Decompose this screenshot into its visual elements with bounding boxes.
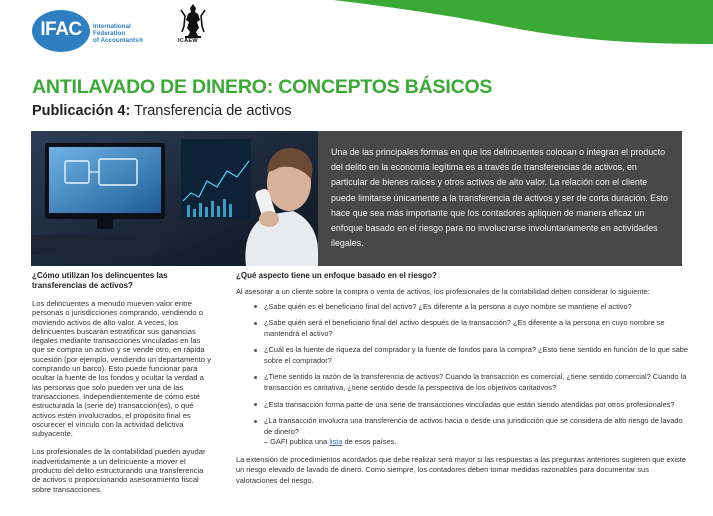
ifac-logo-text: IFAC xyxy=(40,19,82,40)
page-title: ANTILAVADO DE DINERO: CONCEPTOS BÁSICOS xyxy=(32,76,493,98)
right-column xyxy=(236,271,688,486)
closing-paragraph: La extensión de procedimientos acordados que debe realizar será mayor si las respuestas a las preguntas anteriores sugieren que existe un riesgo elevado de lavado de dinero. Como siempre, los contadores deben tomar medidas razonables para documentar sus valoraciones del riesgo. xyxy=(236,455,686,485)
list-item: ¿Cuál es la fuente de riqueza del comprador y la fuente de fondos para la compra? ¿Esto tiene sentido en función de lo que sabe sobre el comprador? xyxy=(254,345,688,366)
subtitle-publication: Publicación 4: xyxy=(32,103,131,119)
left-paragraph-2: Los profesionales de la contabilidad pueden ayudar inadvertidamente a un delincuente a mover el producto del delito estructurando una transferencia de activos o proporcionando asesoramiento fiscal sobre transacciones. xyxy=(32,447,206,494)
ifac-name-line: International xyxy=(93,23,131,30)
left-paragraph-1: Los delincuentes a menudo mueven valor entre personas o jurisdicciones comprando, vendiendo o moviendo activos de alto valor. A veces, los delincuentes buscarán estratificar sus ganancias ilegales mediante transacciones vinculadas en las que se compra un activo y se vende otro, en rápida sucesión (por ejemplo, vendiendo un departamento y comprando un barco). Esto puede funcionar para ocultar la fuente de los fondos y ocultar la verdad a las personas que solo pueden ver una de las transacciones. Independientemente de cómo esté estructurada la (serie de) transacción(es), o qué activos estén involucrados, el propósito final es oscurecer el vínculo con la actividad delictiva subyacente. xyxy=(32,299,211,439)
gafi-note-prefix: – GAFI publica una xyxy=(264,436,330,446)
header-green-swoosh xyxy=(333,0,713,44)
list-item-jurisdiction xyxy=(254,416,688,447)
hero-text-panel xyxy=(318,131,682,266)
risk-questions-list xyxy=(236,302,688,448)
subtitle-topic: Transferencia de activos xyxy=(130,103,292,119)
ifac-logo xyxy=(32,10,152,54)
right-intro: Al asesorar a un cliente sobre la compra o venta de activos, los profesionales de la contabilidad deben considerar lo siguiente: xyxy=(236,287,650,296)
icaew-label: ICAEW xyxy=(178,38,198,44)
list-item: ¿Sabe quién es el beneficiario final del activo? ¿Es diferente a la persona a cuyo nombre se mantiene el activo? xyxy=(254,302,688,312)
hero-photo-illustration xyxy=(31,131,318,266)
left-heading: ¿Cómo utilizan los delincuentes las transferencias de activos? xyxy=(32,271,168,290)
page-subtitle xyxy=(32,103,292,119)
hero-text: Una de las principales formas en que los delincuentes colocan o integran el producto del delito en la economía legítima es a través de transferencias de activos, en particular de bienes raíces y otros activos de alto valor. La relación con el cliente puede limitarse únicamente a la transferencia de activos y ser de corta duración. Esto hace que sea más importante que los contadores apliquen de manera eficaz un enfoque basado en el riesgo para no involucrarse involuntariamente en actividades ilegales. xyxy=(331,147,668,249)
right-heading: ¿Qué aspecto tiene un enfoque basado en el riesgo? xyxy=(236,271,437,280)
list-item: ¿Tiene sentido la razón de la transferencia de activos? Cuando la transacción es comercial, ¿tiene sentido comercial? Cuando la transacción es caritativa, ¿tiene sentido desde la perspectiva de los objetivos caritativos? xyxy=(254,372,688,393)
gafi-list-link[interactable]: lista xyxy=(329,436,343,446)
list-item: ¿Esta transacción forma parte de una serie de transacciones vinculadas que están siendo atendidas por otros profesionales? xyxy=(254,400,688,410)
ifac-name-line: of Accountants® xyxy=(93,36,144,44)
list-item-text: ¿La transacción involucra una transferencia de activos hacia o desde una jurisdicción que se considera de alto riesgo de lavado de dinero? xyxy=(264,416,683,436)
gafi-note-suffix: de esos países. xyxy=(342,436,397,446)
list-item: ¿Sabe quién será el beneficiario final del activo después de la transacción? ¿Es diferente a la persona en cuyo nombre se mantendrá el activo? xyxy=(254,318,688,339)
hero-photo xyxy=(31,131,318,266)
ifac-name-line: Federation xyxy=(93,29,126,37)
icaew-crest-icon xyxy=(176,2,210,52)
ifac-logo-badge xyxy=(32,10,90,52)
gafi-note xyxy=(264,437,688,447)
ifac-logo-name xyxy=(93,24,143,44)
left-column xyxy=(32,271,212,494)
